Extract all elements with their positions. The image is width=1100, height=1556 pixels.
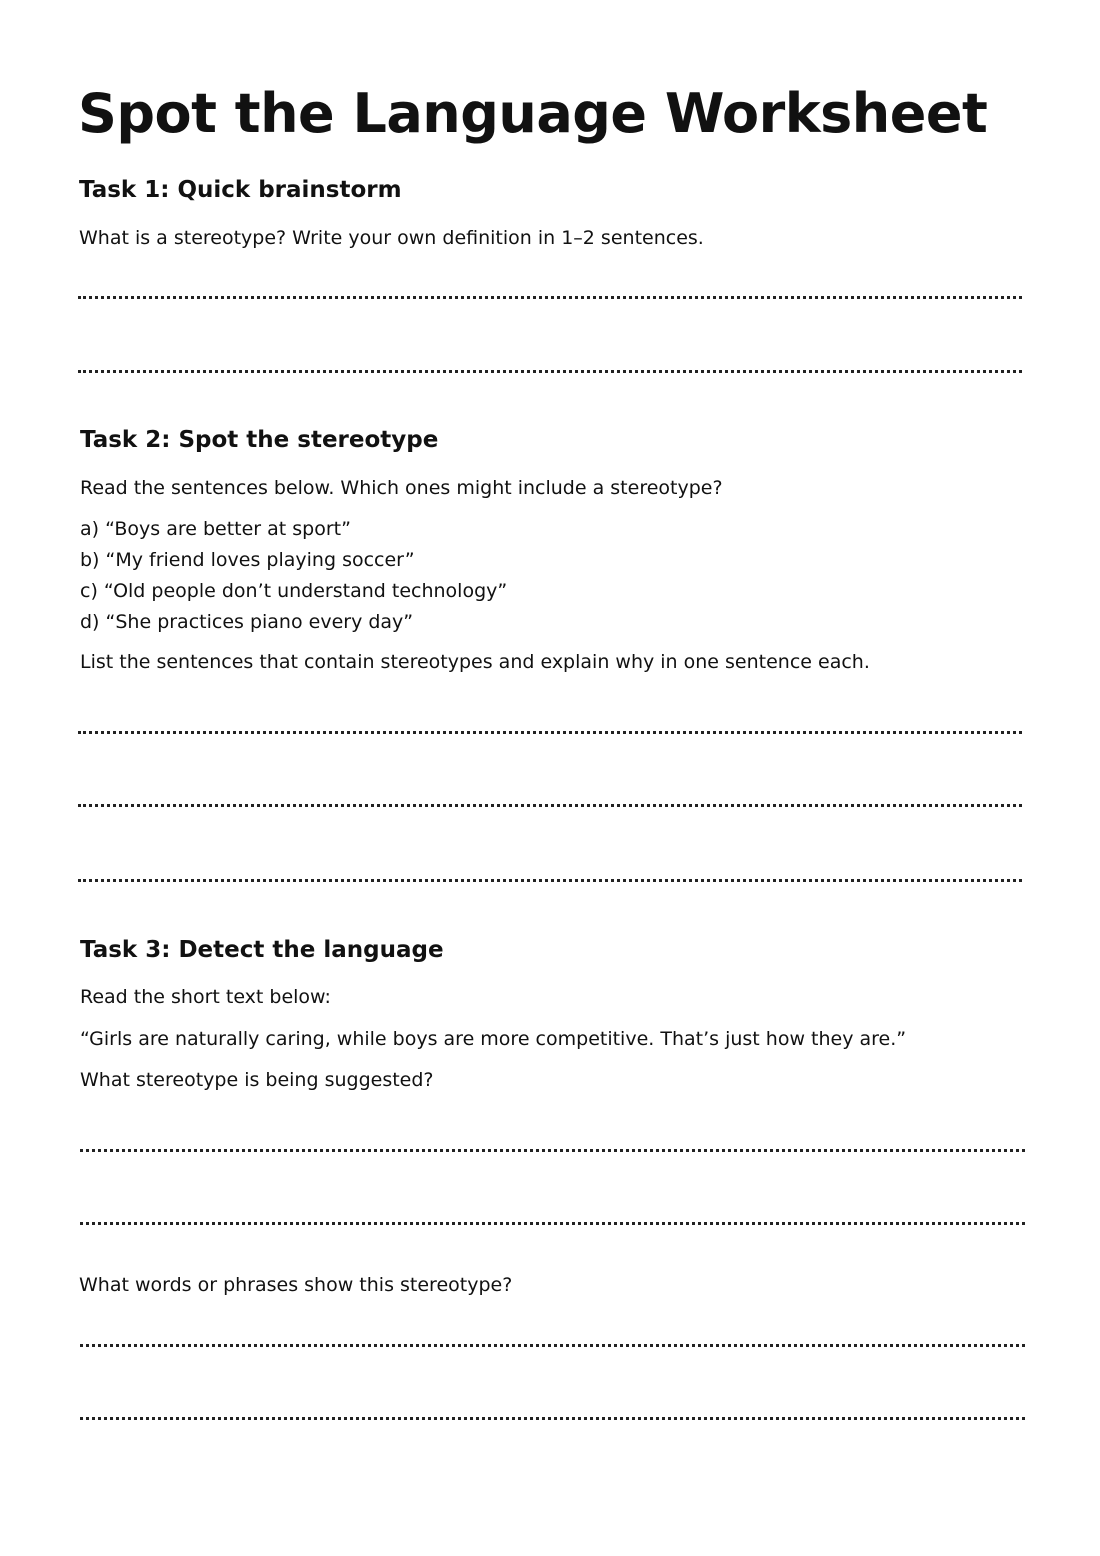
task-2-instruction: List the sentences that contain stereotypes and explain why in one sentence each. [80,651,870,673]
task-3-heading: Task 3: Detect the language [80,937,444,963]
answer-line[interactable] [78,370,1022,373]
answer-line[interactable] [78,879,1022,882]
answer-line[interactable] [80,1149,1025,1152]
task-3-prompt: Read the short text below: [80,986,331,1008]
sentence-option-a: a) “Boys are better at sport” [80,518,351,540]
page-title: Spot the Language Worksheet [78,82,988,145]
task-1-heading: Task 1: Quick brainstorm [79,177,402,203]
answer-line[interactable] [80,1222,1025,1225]
answer-line[interactable] [78,296,1022,299]
task-3-quote: “Girls are naturally caring, while boys are more competitive. That’s just how they are.” [80,1028,907,1050]
answer-line[interactable] [78,731,1022,734]
sentence-option-c: c) “Old people don’t understand technology” [80,580,508,602]
answer-line[interactable] [80,1344,1025,1347]
answer-line[interactable] [80,1417,1025,1420]
task-1-prompt: What is a stereotype? Write your own definition in 1–2 sentences. [79,227,704,249]
answer-line[interactable] [78,804,1022,807]
sentence-option-d: d) “She practices piano every day” [80,611,414,633]
task-2-prompt: Read the sentences below. Which ones might include a stereotype? [80,477,723,499]
sentence-option-b: b) “My friend loves playing soccer” [80,549,415,571]
task-3-question-2: What words or phrases show this stereotype? [79,1274,513,1296]
task-3-question-1: What stereotype is being suggested? [80,1069,434,1091]
task-2-heading: Task 2: Spot the stereotype [80,427,439,453]
sentence-options-list [80,514,507,638]
